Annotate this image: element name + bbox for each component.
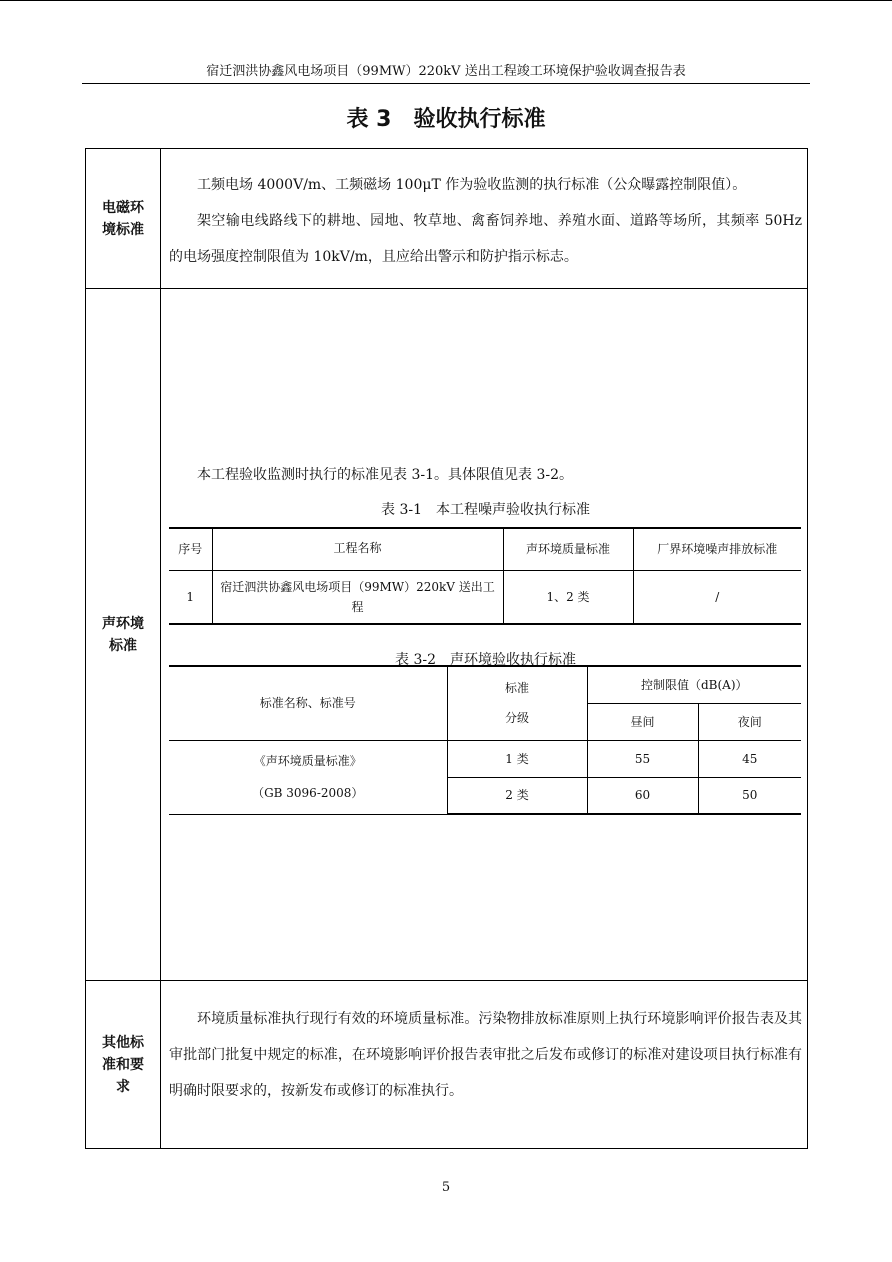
- table-3-1: [169, 527, 801, 625]
- other-label-cell: [86, 981, 161, 1148]
- other-paragraph: 环境质量标准执行现行有效的环境质量标准。污染物排放标准原则上执行环境影响评价报告表及其审批部门批复中规定的标准，在环境影响评价报告表审批之后发布或修订的标准对建设项目执行标准有明确时限要求的，按新发布或修订的标准执行。: [169, 1011, 802, 1099]
- cell-index: 1: [169, 570, 212, 624]
- table-row: [169, 570, 801, 624]
- table-3-2: [169, 665, 801, 815]
- header-daytime: 昼间: [587, 703, 698, 740]
- table-3-2-caption-number: 表 3-2: [395, 652, 436, 668]
- header-control-limit: 控制限值（dB(A)）: [587, 666, 801, 703]
- table-3-1-header-row: [169, 528, 801, 570]
- other-label: 其他标准和要求: [102, 1034, 144, 1095]
- header-standard-class: 标准分级: [447, 666, 587, 740]
- table-3-1-caption-number: 表 3-1: [381, 502, 422, 518]
- cell-night-limit: 50: [698, 777, 801, 814]
- table-row: [169, 740, 801, 777]
- table-3-1-caption-text: 本工程噪声验收执行标准: [436, 502, 590, 518]
- electromagnetic-row: [86, 149, 807, 288]
- cell-night-limit: 45: [698, 740, 801, 777]
- header-project-name: 工程名称: [212, 528, 503, 570]
- cell-day-limit: 55: [587, 740, 698, 777]
- header-index: 序号: [169, 528, 212, 570]
- electromagnetic-paragraph-2: 架空输电线路线下的耕地、园地、牧草地、禽畜饲养地、养殖水面、道路等场所，其频率 50Hz 的电场强度控制限值为 10kV/m，且应给出警示和防护指示标志。: [169, 213, 802, 265]
- standard-title: 《声环境质量标准》: [253, 754, 362, 768]
- electromagnetic-content: [161, 149, 807, 288]
- page-number: 5: [441, 1180, 451, 1195]
- table-3-2-caption-text: 声环境验收执行标准: [450, 652, 576, 668]
- acoustic-row: [86, 288, 807, 980]
- table-3-1-caption: [169, 500, 802, 520]
- cell-class: 2 类: [447, 777, 587, 814]
- title-number: 表 3: [346, 107, 392, 132]
- header-acoustic-quality: 声环境质量标准: [503, 528, 633, 570]
- acoustic-content: [161, 289, 807, 980]
- cell-day-limit: 60: [587, 777, 698, 814]
- header-nighttime: 夜间: [698, 703, 801, 740]
- cell-boundary-noise: /: [633, 570, 801, 624]
- acoustic-intro: 本工程验收监测时执行的标准见表 3-1。具体限值见表 3-2。: [197, 467, 573, 483]
- header-boundary-noise: 厂界环境噪声排放标准: [633, 528, 801, 570]
- top-page-rule: [0, 0, 892, 1]
- title-text: 验收执行标准: [413, 107, 546, 132]
- document-title: [82, 104, 810, 136]
- electromagnetic-label: 电磁环境标准: [102, 199, 144, 238]
- acoustic-label-cell: [86, 289, 161, 980]
- other-content: [161, 981, 807, 1148]
- cell-project-name: 宿迁泗洪协鑫风电场项目（99MW）220kV 送出工程: [212, 570, 503, 624]
- cell-acoustic-quality: 1、2 类: [503, 570, 633, 624]
- electromagnetic-label-cell: [86, 149, 161, 288]
- running-header: 宿迁泗洪协鑫风电场项目（99MW）220kV 送出工程竣工环境保护验收调查报告表: [82, 62, 810, 84]
- other-requirements-row: [86, 980, 807, 1148]
- header-standard-name: 标准名称、标准号: [169, 666, 447, 740]
- acoustic-label: 声环境标准: [102, 615, 144, 654]
- cell-standard-name: [169, 740, 447, 814]
- table-3-2-header-row-1: [169, 666, 801, 703]
- electromagnetic-paragraph-1: 工频电场 4000V/m、工频磁场 100μT 作为验收监测的执行标准（公众曝露控制限值）。: [197, 177, 747, 193]
- standard-code: （GB 3096-2008）: [252, 786, 364, 800]
- cell-class: 1 类: [447, 740, 587, 777]
- standards-table: [85, 148, 808, 1149]
